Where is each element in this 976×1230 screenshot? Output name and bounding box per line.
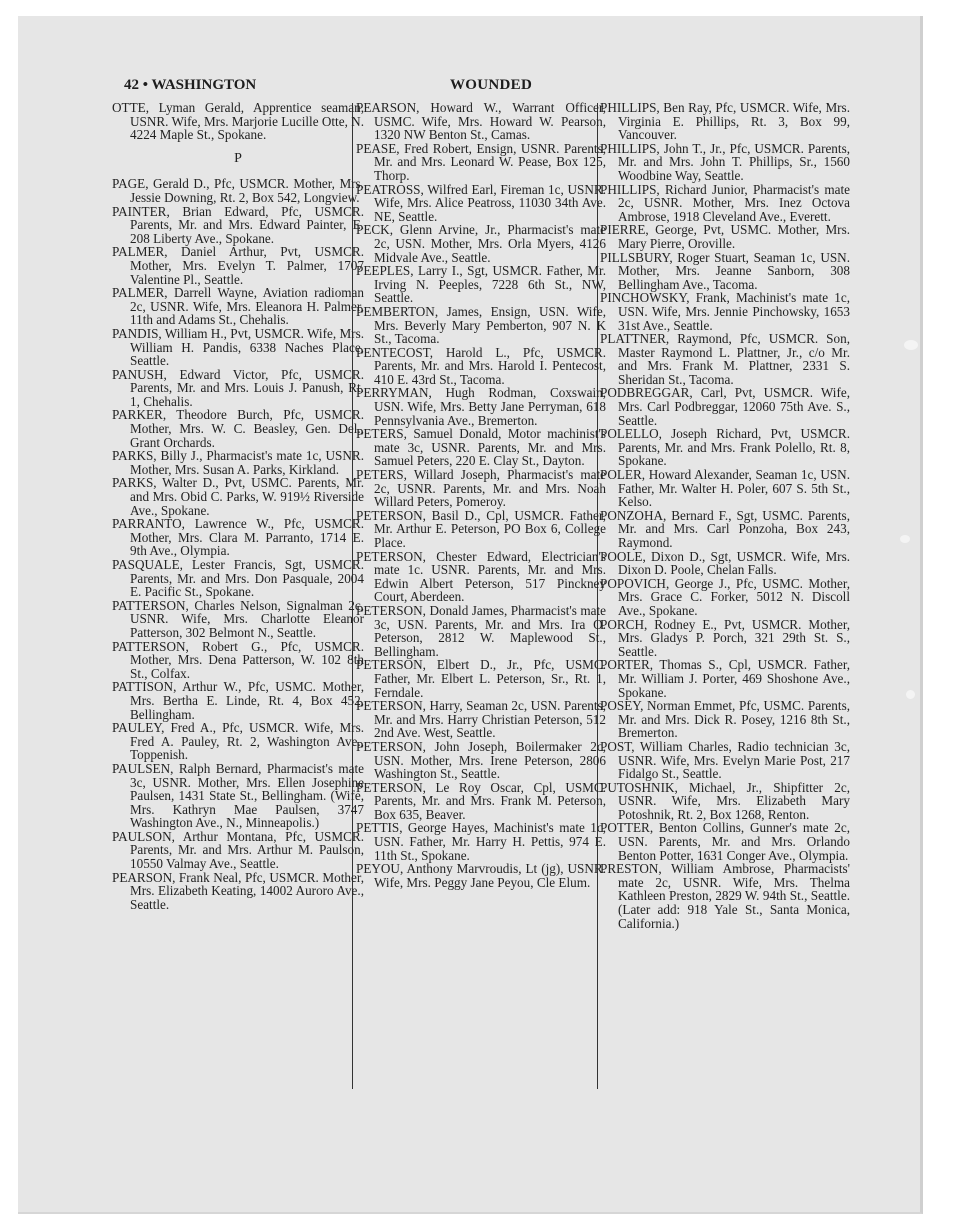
list-entry: PETERSON, Basil D., Cpl, USMCR. Father, Mr. Arthur E. Peterson, PO Box 6, College Place. (356, 507, 606, 550)
list-entry: PLATTNER, Raymond, Pfc, USMCR. Son, Master Raymond L. Plattner, Jr., c/o Mr. and Mrs. Frank M. Plattner, 2331 S. Sheridan St., Tacoma. (600, 331, 850, 387)
list-entry: PECK, Glenn Arvine, Jr., Pharmacist's mate 2c, USN. Mother, Mrs. Orla Myers, 4126 Midvale Ave., Seattle. (356, 222, 606, 265)
page-number-and-state: 42 • WASHINGTON (124, 77, 257, 93)
list-entry: PHILLIPS, John T., Jr., Pfc, USMCR. Parents, Mr. and Mrs. John T. Phillips, Sr., 1560 Woodbine Way, Seattle. (600, 140, 850, 183)
list-entry: OTTE, Lyman Gerald, Apprentice seaman, USNR. Wife, Mrs. Marjorie Lucille Otte, N. 4224 Maple St., Spokane. (112, 100, 364, 143)
list-entry: PEASE, Fred Robert, Ensign, USNR. Parents, Mr. and Mrs. Leonard W. Pease, Box 125, Thorp. (356, 140, 606, 183)
list-entry: PANDIS, William H., Pvt, USMCR. Wife, Mrs. William H. Pandis, 6338 Naches Place, Seattle. (112, 325, 364, 369)
list-entry: PIERRE, George, Pvt, USMC. Mother, Mrs. Mary Pierre, Oroville. (600, 222, 850, 251)
list-entry: PHILLIPS, Ben Ray, Pfc, USMCR. Wife, Mrs. Virginia E. Phillips, Rt. 3, Box 99, Vancouver. (600, 100, 850, 143)
list-entry: PEMBERTON, James, Ensign, USN. Wife, Mrs. Beverly Mary Pemberton, 907 N. K St., Tacoma. (356, 303, 606, 347)
list-entry: PATTERSON, Charles Nelson, Signalman 2c, USNR. Wife, Mrs. Charlotte Eleanor Patterson, 302 Belmont N., Seattle. (112, 597, 364, 640)
list-entry: PETERS, Samuel Donald, Motor machinist's mate 3c, USNR. Parents, Mr. and Mrs. Samuel Peters, 220 E. Clay St., Dayton. (356, 426, 606, 469)
list-entry: PEARSON, Frank Neal, Pfc, USMCR. Mother, Mrs. Elizabeth Keating, 14002 Auroro Ave., Seattle. (112, 869, 364, 912)
list-entry: PETERSON, Donald James, Pharmacist's mate 3c, USN. Parents, Mr. and Mrs. Ira O. Peterson, 2812 W. Maplewood St., Bellingham. (356, 602, 606, 659)
list-entry: PINCHOWSKY, Frank, Machinist's mate 1c, USN. Wife, Mrs. Jennie Pinchowsky, 1653 31st Ave., Seattle. (600, 290, 850, 333)
list-entry: PEYOU, Anthony Marvroudis, Lt (jg), USNR. Wife, Mrs. Peggy Jane Peyou, Cle Elum. (356, 861, 606, 890)
list-entry: PAULSEN, Ralph Bernard, Pharmacist's mate 3c, USNR. Mother, Mrs. Ellen Josephine Paulsen, 1431 State St., Bellingham. (Wife, Mrs. Kathryn Mae Paulsen, 3747 Washington Ave., N., Minneapolis.) (112, 760, 364, 831)
list-entry: PORCH, Rodney E., Pvt, USMCR. Mother, Mrs. Gladys P. Porch, 321 29th St. S., Seattle. (600, 616, 850, 659)
section-title: WOUNDED (450, 77, 533, 93)
column-1 (112, 101, 364, 911)
list-entry: PORTER, Thomas S., Cpl, USMCR. Father, Mr. William J. Porter, 469 Shoshone Ave., Spokane. (600, 657, 850, 700)
list-entry: PALMER, Daniel Arthur, Pvt, USMCR. Mother, Mrs. Evelyn T. Palmer, 1707 Valentine Pl., Seattle. (112, 244, 364, 287)
list-entry: PALMER, Darrell Wayne, Aviation radioman 2c, USNR. Wife, Mrs. Eleanora H. Palmer, 11th and Adams St., Chehalis. (112, 285, 364, 328)
list-entry: PATTISON, Arthur W., Pfc, USMC. Mother, Mrs. Bertha E. Linde, Rt. 4, Box 452, Bellingham. (112, 679, 364, 722)
list-entry: PETERSON, Le Roy Oscar, Cpl, USMC. Parents, Mr. and Mrs. Frank M. Peterson, Box 635, Beaver. (356, 779, 606, 822)
list-entry: PAULSON, Arthur Montana, Pfc, USMCR. Parents, Mr. and Mrs. Arthur M. Paulson, 10550 Valmay Ave., Seattle. (112, 828, 364, 872)
list-entry: POSEY, Norman Emmet, Pfc, USMC. Parents, Mr. and Mrs. Dick R. Posey, 1216 8th St., Bremerton. (600, 698, 850, 741)
list-entry: PAGE, Gerald D., Pfc, USMCR. Mother, Mrs. Jessie Downing, Rt. 2, Box 542, Longview. (112, 176, 364, 205)
list-entry: PETERSON, Harry, Seaman 2c, USN. Parents, Mr. and Mrs. Harry Christian Peterson, 512 2nd Ave. West, Seattle. (356, 698, 606, 741)
list-entry: POLER, Howard Alexander, Seaman 1c, USN. Father, Mr. Walter H. Poler, 607 S. 5th St., Kelso. (600, 467, 850, 510)
list-entry: PETERSON, John Joseph, Boilermaker 2c, USN. Mother, Mrs. Irene Peterson, 2806 Washington St., Seattle. (356, 738, 606, 782)
list-entry: PERRYMAN, Hugh Rodman, Coxswain, USN. Wife, Mrs. Betty Jane Perryman, 618 Pennsylvania Ave., Bremerton. (356, 385, 606, 428)
list-entry: POOLE, Dixon D., Sgt, USMCR. Wife, Mrs. Dixon D. Poole, Chelan Falls. (600, 548, 850, 578)
list-entry: PHILLIPS, Richard Junior, Pharmacist's mate 2c, USNR. Mother, Mrs. Inez Octova Ambrose, 1918 Cleveland Ave., Everett. (600, 181, 850, 224)
column-2 (356, 101, 606, 889)
paper-speck (900, 535, 910, 543)
list-entry: POLELLO, Joseph Richard, Pvt, USMCR. Parents, Mr. and Mrs. Frank Polello, Rt. 8, Spokane. (600, 426, 850, 469)
column-3 (600, 101, 850, 930)
paper-speck (904, 340, 918, 350)
list-entry: PARKER, Theodore Burch, Pfc, USMCR. Mother, Mrs. W. C. Beasley, Gen. Del., Grant Orchards. (112, 407, 364, 450)
list-entry: PARRANTO, Lawrence W., Pfc, USMCR. Mother, Mrs. Clara M. Parranto, 1714 E. 9th Ave., Olympia. (112, 516, 364, 559)
list-entry: POPOVICH, George J., Pfc, USMC. Mother, Mrs. Grace C. Forker, 5012 N. Discoll Ave., Spokane. (600, 575, 850, 618)
list-entry: PATTERSON, Robert G., Pfc, USMCR. Mother, Mrs. Dena Patterson, W. 102 8th St., Colfax. (112, 638, 364, 681)
list-entry: PETERSON, Elbert D., Jr., Pfc, USMC. Father, Mr. Elbert L. Peterson, Sr., Rt. 1, Ferndale. (356, 657, 606, 700)
list-entry: PEEPLES, Larry I., Sgt, USMCR. Father, Mr. Irving N. Peeples, 7228 6th St., NW, Seattle. (356, 263, 606, 306)
list-entry: POTTER, Benton Collins, Gunner's mate 2c, USN. Parents, Mr. and Mrs. Orlando Benton Potter, 1631 Conger Ave., Olympia. (600, 820, 850, 863)
list-entry: PETTIS, George Hayes, Machinist's mate 1c, USN. Father, Mr. Harry H. Pettis, 974 E. 11th St., Spokane. (356, 820, 606, 863)
list-entry: PETERS, Willard Joseph, Pharmacist's mate 2c, USNR. Parents, Mr. and Mrs. Noah Willard Peters, Pomeroy. (356, 467, 606, 510)
list-entry: PRESTON, William Ambrose, Pharmacists' mate 2c, USNR. Wife, Mrs. Thelma Kathleen Preston, 2829 W. 94th St., Seattle. (Later add: 918 Yale St., Santa Monica, California.) (600, 861, 850, 931)
list-entry: PAULEY, Fred A., Pfc, USMCR. Wife, Mrs. Fred A. Pauley, Rt. 2, Washington Ave., Toppenish. (112, 720, 364, 763)
list-entry: PASQUALE, Lester Francis, Sgt, USMCR. Parents, Mr. and Mrs. Don Pasquale, 2004 E. Pacific St., Spokane. (112, 557, 364, 600)
list-entry: PONZOHA, Bernard F., Sgt, USMC. Parents, Mr. and Mrs. Carl Ponzoha, Box 243, Raymond. (600, 507, 850, 550)
list-entry: PEARSON, Howard W., Warrant Officer, USMC. Wife, Mrs. Howard W. Pearson, 1320 NW Benton St., Camas. (356, 100, 606, 143)
section-letter: P (234, 150, 242, 166)
list-entry: PENTECOST, Harold L., Pfc, USMCR. Parents, Mr. and Mrs. Harold I. Pentecost, 410 E. 43rd St., Tacoma. (356, 344, 606, 387)
list-entry: PEATROSS, Wilfred Earl, Fireman 1c, USNR. Wife, Mrs. Alice Peatross, 11030 34th Ave. NE, Seattle. (356, 181, 606, 224)
list-entry: PAINTER, Brian Edward, Pfc, USMCR. Parents, Mr. and Mrs. Edward Painter, E. 208 Liberty Ave., Spokane. (112, 203, 364, 246)
list-entry: PETERSON, Chester Edward, Electrician's mate 1c. USNR. Parents, Mr. and Mrs. Edwin Albert Peterson, 517 Pinckney Court, Aberdeen. (356, 548, 606, 605)
paper-speck (906, 690, 915, 699)
list-entry: PARKS, Walter D., Pvt, USMC. Parents, Mr. and Mrs. Obid C. Parks, W. 919½ Riverside Ave., Spokane. (112, 475, 364, 518)
page-header (124, 77, 944, 97)
list-entry: POST, William Charles, Radio technician 3c, USNR. Wife, Mrs. Evelyn Marie Post, 217 Fidalgo St., Seattle. (600, 738, 850, 782)
list-entry: PANUSH, Edward Victor, Pfc, USMCR. Parents, Mr. and Mrs. Louis J. Panush, Rt. 1, Chehalis. (112, 366, 364, 409)
list-entry: PODBREGGAR, Carl, Pvt, USMCR. Wife, Mrs. Carl Podbreggar, 12060 75th Ave. S., Seattle. (600, 385, 850, 428)
list-entry: PARKS, Billy J., Pharmacist's mate 1c, USNR. Mother, Mrs. Susan A. Parks, Kirkland. (112, 448, 364, 477)
list-entry: PILLSBURY, Roger Stuart, Seaman 1c, USN. Mother, Mrs. Jeanne Sanborn, 308 Bellingham Ave., Tacoma. (600, 249, 850, 292)
list-entry: PUTOSHNIK, Michael, Jr., Shipfitter 2c, USNR. Wife, Mrs. Elizabeth Mary Potoshnik, Rt. 2, Box 1268, Renton. (600, 779, 850, 822)
